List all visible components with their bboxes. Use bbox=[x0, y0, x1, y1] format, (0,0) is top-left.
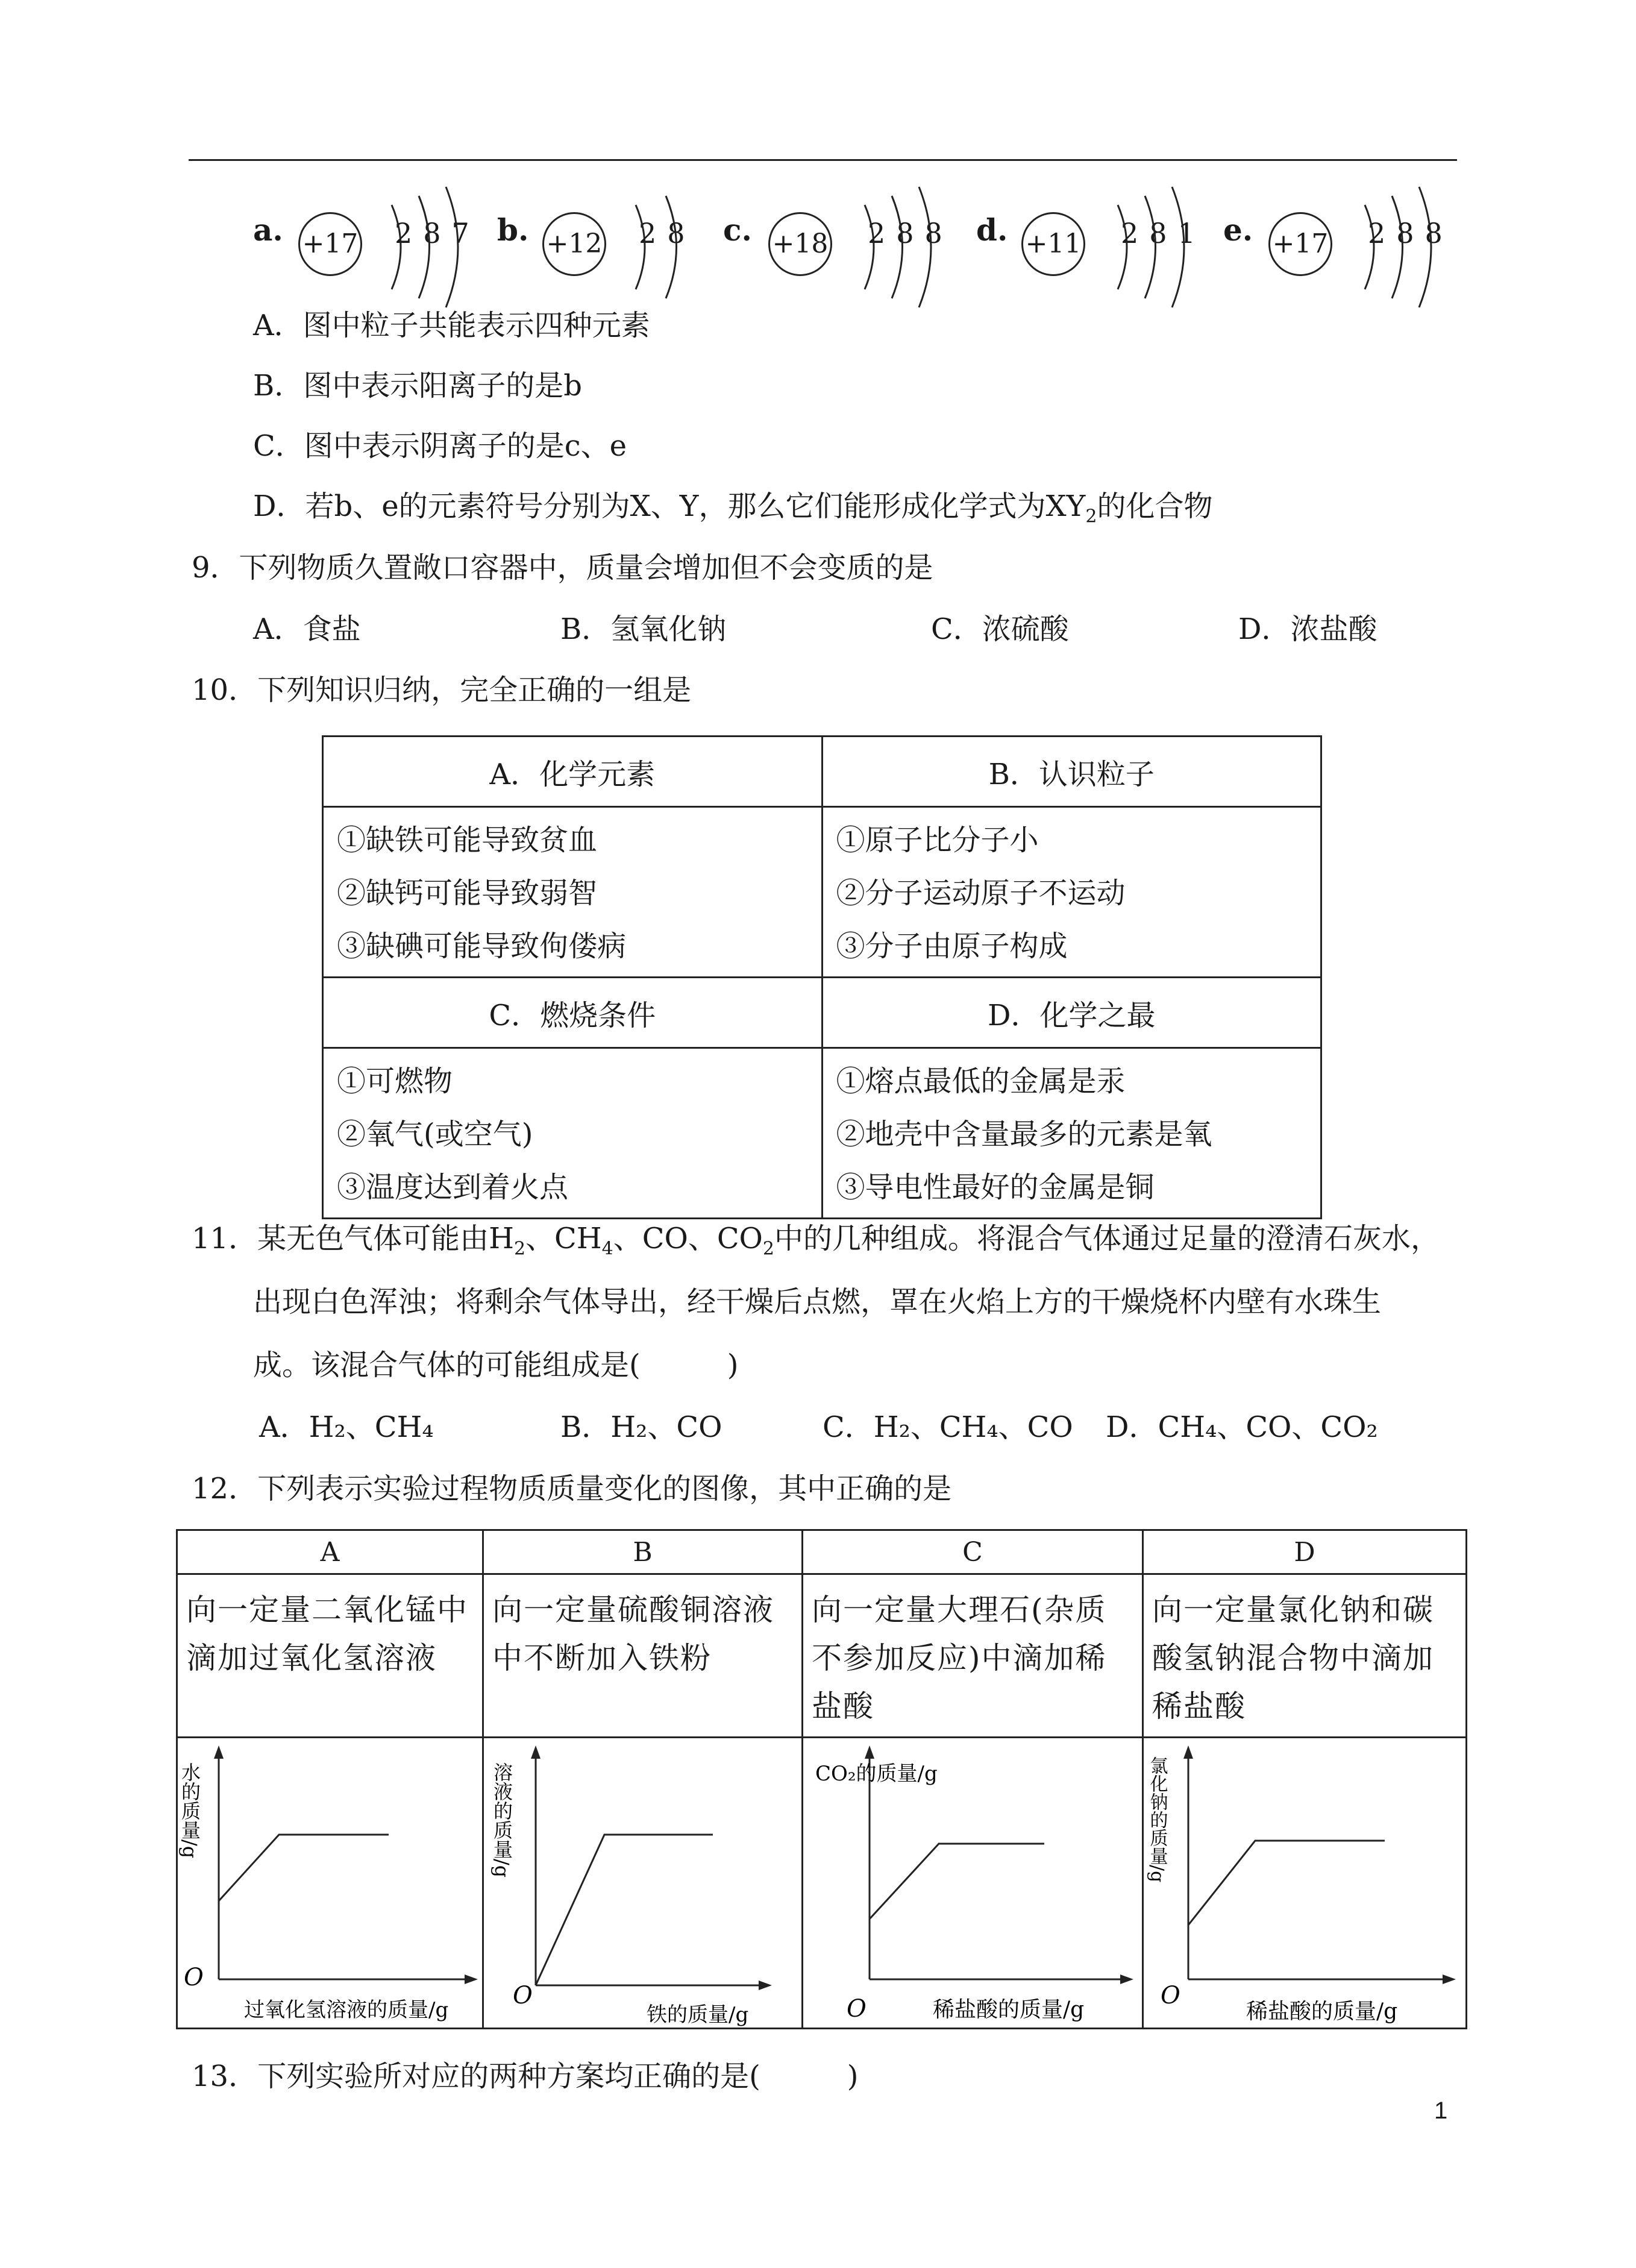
q10-item: ①可燃物 bbox=[337, 1064, 453, 1098]
q10-item: ②缺钙可能导致弱智 bbox=[337, 876, 598, 910]
q8-option-a: A．图中粒子共能表示四种元素 bbox=[253, 309, 650, 342]
q8-option-b: B．图中表示阳离子的是b bbox=[253, 369, 583, 403]
origin-label: O bbox=[847, 1995, 867, 2023]
q10-item: ①缺铁可能导致贫血 bbox=[337, 823, 598, 857]
subscript: 2 bbox=[1085, 506, 1097, 527]
atom-structure-diagrams bbox=[247, 181, 1452, 313]
q11-stem-line3: 成。该混合气体的可能组成是( ) bbox=[253, 1348, 739, 1382]
y-label: 溶液的质量/g bbox=[490, 1762, 513, 1878]
arrow-right-icon bbox=[1120, 1974, 1133, 1984]
origin-label: O bbox=[1161, 1982, 1180, 2009]
y-label: CO₂的质量/g bbox=[815, 1762, 938, 1786]
electron-shells: 288 bbox=[868, 217, 953, 250]
x-label: 过氧化氢溶液的质量/g bbox=[244, 1998, 449, 2022]
q10-item: ②分子运动原子不运动 bbox=[836, 876, 1126, 910]
page-number: 1 bbox=[1434, 2097, 1448, 2124]
text: D．若b、e的元素符号分别为X、Y，那么它们能形成化学式为XY bbox=[253, 489, 1086, 523]
q12-desc-d: 向一定量氯化钠和碳酸氢钠混合物中滴加稀盐酸 bbox=[1143, 1574, 1467, 1738]
x-label: 铁的质量/g bbox=[647, 2003, 749, 2027]
q10-table bbox=[322, 735, 1322, 1219]
curve bbox=[219, 1835, 389, 1901]
shell-arcs bbox=[1359, 181, 1443, 313]
q9-option-d: D．浓盐酸 bbox=[1238, 612, 1377, 646]
q10-item: ③温度达到着火点 bbox=[337, 1170, 569, 1204]
origin-label: O bbox=[513, 1982, 533, 2009]
subscript: 4 bbox=[601, 1238, 613, 1260]
q10-item: ③缺碘可能导致佝偻病 bbox=[337, 929, 627, 963]
shell-arcs bbox=[859, 181, 943, 313]
q12-desc-a: 向一定量二氧化锰中滴加过氧化氢溶液 bbox=[177, 1574, 483, 1738]
shell-arcs bbox=[630, 181, 696, 313]
subscript: 2 bbox=[513, 1238, 526, 1260]
q9-option-a: A．食盐 bbox=[253, 612, 361, 646]
graph-d bbox=[1144, 1738, 1467, 2028]
atom-label: b. bbox=[497, 212, 529, 248]
text: 、CO、CO bbox=[613, 1222, 763, 1255]
text: 中的几种组成。将混合气体通过足量的澄清石灰水， bbox=[774, 1222, 1440, 1255]
subscript: 2 bbox=[762, 1238, 774, 1260]
q12-table bbox=[176, 1529, 1467, 2029]
shell-arcs bbox=[1112, 181, 1196, 313]
y-label: 氯化钠的质量/g bbox=[1146, 1756, 1168, 1883]
x-label: 稀盐酸的质量/g bbox=[1246, 1999, 1398, 2024]
q12-graph-b bbox=[483, 1738, 803, 2029]
nucleus: +17 bbox=[298, 212, 362, 276]
q10-item: ②氧气(或空气) bbox=[337, 1117, 533, 1151]
curve bbox=[1188, 1841, 1385, 1925]
nucleus: +11 bbox=[1021, 212, 1085, 276]
q10-cell-d bbox=[822, 1048, 1321, 1219]
q9-option-b: B．氢氧化钠 bbox=[560, 612, 727, 646]
q12-head-b: B bbox=[483, 1530, 803, 1574]
shell-arcs bbox=[386, 181, 470, 313]
x-label: 稀盐酸的质量/g bbox=[933, 1997, 1085, 2022]
electron-shells: 28 bbox=[639, 217, 696, 250]
q10-item: ③导电性最好的金属是铜 bbox=[836, 1170, 1155, 1204]
q11-option-d: D．CH₄、CO、CO₂ bbox=[1106, 1410, 1378, 1444]
q10-cell-a bbox=[323, 807, 823, 978]
curve bbox=[870, 1844, 1044, 1919]
graph-a bbox=[178, 1738, 484, 2028]
q10-head-a: A．化学元素 bbox=[323, 737, 823, 807]
q9-stem: 9．下列物质久置敞口容器中，质量会增加但不会变质的是 bbox=[192, 551, 933, 585]
q12-head-d: D bbox=[1143, 1530, 1467, 1574]
q9-option-c: C．浓硫酸 bbox=[931, 612, 1069, 646]
q12-graph-c bbox=[803, 1738, 1143, 2029]
q11-stem-line2: 出现白色浑浊；将剩余气体导出，经干燥后点燃，罩在火焰上方的干燥烧杯内壁有水珠生 bbox=[253, 1285, 1382, 1319]
q8-option-c: C．图中表示阴离子的是c、e bbox=[253, 429, 627, 463]
text: 的化合物 bbox=[1097, 489, 1213, 523]
q10-cell-b bbox=[822, 807, 1321, 978]
atom-label: d. bbox=[976, 212, 1008, 248]
nucleus: +12 bbox=[542, 212, 606, 276]
q12-desc-c: 向一定量大理石(杂质不参加反应)中滴加稀盐酸 bbox=[803, 1574, 1143, 1738]
q10-item: ②地壳中含量最多的元素是氧 bbox=[836, 1117, 1212, 1151]
q11-option-b: B．H₂、CO bbox=[560, 1410, 722, 1444]
q12-desc-b: 向一定量硫酸铜溶液中不断加入铁粉 bbox=[483, 1574, 803, 1738]
electron-shells: 281 bbox=[1121, 217, 1206, 250]
q13-stem: 13．下列实验所对应的两种方案均正确的是( ) bbox=[192, 2059, 859, 2093]
origin-label: O bbox=[184, 1964, 204, 1991]
q10-head-b: B．认识粒子 bbox=[822, 737, 1321, 807]
q10-stem: 10．下列知识归纳，完全正确的一组是 bbox=[192, 673, 692, 707]
text: 11．某无色气体可能由H bbox=[192, 1222, 514, 1255]
q10-head-c: C．燃烧条件 bbox=[323, 978, 823, 1048]
arrow-right-icon bbox=[759, 1981, 772, 1990]
q12-graph-a bbox=[177, 1738, 483, 2029]
arrow-right-icon bbox=[1443, 1974, 1456, 1984]
q10-item: ③分子由原子构成 bbox=[836, 929, 1068, 963]
arrow-right-icon bbox=[465, 1974, 478, 1984]
q8-option-d bbox=[253, 488, 1212, 535]
atom-label: a. bbox=[253, 212, 283, 248]
q11-option-c: C．H₂、CH₄、CO bbox=[823, 1410, 1073, 1444]
graph-c bbox=[803, 1738, 1144, 2028]
q10-cell-c bbox=[323, 1048, 823, 1219]
curve bbox=[536, 1835, 713, 1985]
graph-b bbox=[484, 1738, 803, 2028]
arrow-up-icon bbox=[531, 1745, 541, 1759]
arrow-up-icon bbox=[214, 1745, 224, 1759]
y-label: 水的质量/g bbox=[178, 1762, 201, 1859]
q12-graph-d bbox=[1143, 1738, 1467, 2029]
arrow-up-icon bbox=[865, 1745, 874, 1759]
q10-head-d: D．化学之最 bbox=[822, 978, 1321, 1048]
header-rule bbox=[189, 159, 1457, 161]
atom-label: e. bbox=[1223, 212, 1253, 248]
atom-label: c. bbox=[723, 212, 752, 248]
q12-head-a: A bbox=[177, 1530, 483, 1574]
q10-item: ①熔点最低的金属是汞 bbox=[836, 1064, 1126, 1098]
q11-option-a: A．H₂、CH₄ bbox=[259, 1410, 434, 1444]
text: 、CH bbox=[525, 1222, 602, 1255]
electron-shells: 287 bbox=[395, 217, 480, 250]
nucleus: +18 bbox=[768, 212, 832, 276]
q12-head-c: C bbox=[803, 1530, 1143, 1574]
q11-stem-line1 bbox=[192, 1220, 1440, 1268]
arrow-up-icon bbox=[1183, 1745, 1193, 1759]
nucleus: +17 bbox=[1268, 212, 1332, 276]
q10-item: ①原子比分子小 bbox=[836, 823, 1039, 857]
q12-stem: 12．下列表示实验过程物质质量变化的图像，其中正确的是 bbox=[192, 1472, 952, 1506]
electron-shells: 288 bbox=[1368, 217, 1453, 250]
